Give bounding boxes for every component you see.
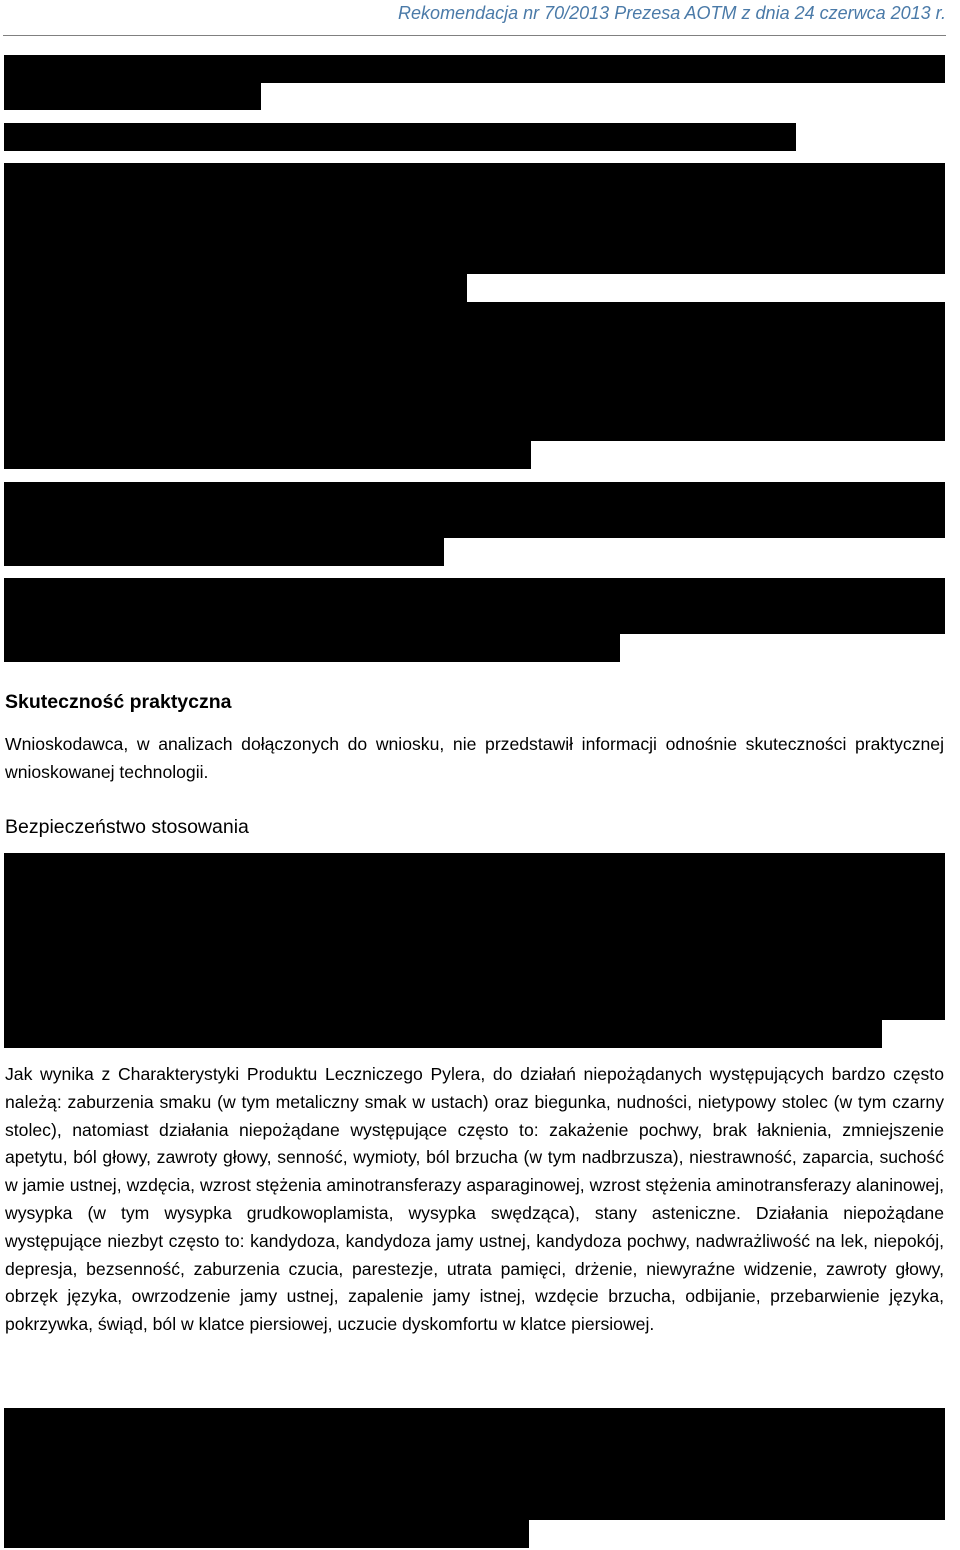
section-heading-safety: Bezpieczeństwo stosowania [5,816,249,838]
redacted-block [4,1408,945,1520]
redacted-block [4,538,444,566]
document-header: Rekomendacja nr 70/2013 Prezesa AOTM z dnia 24 czerwca 2013 r. [398,3,946,23]
header-divider [3,35,946,36]
redacted-block [4,83,261,110]
redacted-block [4,302,945,441]
redacted-block [4,55,945,83]
redacted-block [4,482,945,538]
redacted-block [4,853,945,1020]
redacted-block [4,1020,882,1048]
redacted-block [4,634,620,662]
safety-paragraph: Jak wynika z Charakterystyki Produktu Leczniczego Pylera, do działań niepożądanych występujących bardzo często należą: zaburzenia smaku (w tym metaliczny smak w ustach) oraz biegunka, nudności, nietypowy stolec (w tym czarny stolec), natomiast działania niepożądane występujące często to: zakażenie pochwy, brak łaknienia, zmniejszenie apetytu, ból głowy, zawroty głowy, senność, wymioty, ból brzucha (w tym nadbrzusza), niestrawność, zaparcia, suchość w jamie ustnej, wzdęcia, wzrost stężenia aminotransferazy asparaginowej, wzrost stężenia aminotransferazy alaninowej, wysypka (w tym wysypka grudkowoplamista, wysypka swędząca), stany asteniczne. Działania niepożądane występujące niezbyt często to: kandydoza, kandydoza jamy ustnej, kandydoza pochwy, nadwrażliwość na lek, niepokój, depresja, bezsenność, zaburzenia czucia, parestezje, utrata pamięci, drżenie, niewyraźne widzenie, zawroty głowy, obrzęk języka, owrzodzenie jamy ustnej, zapalenie jamy istnej, wzdęcie brzucha, odbijanie, przebarwienie języka, pokrzywka, świąd, ból w klatce piersiowej, uczucie dyskomfortu w klatce piersiowej. [5,1064,944,1335]
section-heading-practical-effectiveness: Skuteczność praktyczna [5,691,232,713]
redacted-block [4,578,945,634]
redacted-block [4,274,467,302]
practical-effectiveness-paragraph: Wnioskodawca, w analizach dołączonych do wniosku, nie przedstawił informacji odnośnie skuteczności praktycznej wnioskowanej technologii. [5,734,944,782]
redacted-block [4,441,531,469]
redacted-block [4,1520,529,1548]
redacted-block [4,123,796,151]
redacted-block [4,163,945,274]
